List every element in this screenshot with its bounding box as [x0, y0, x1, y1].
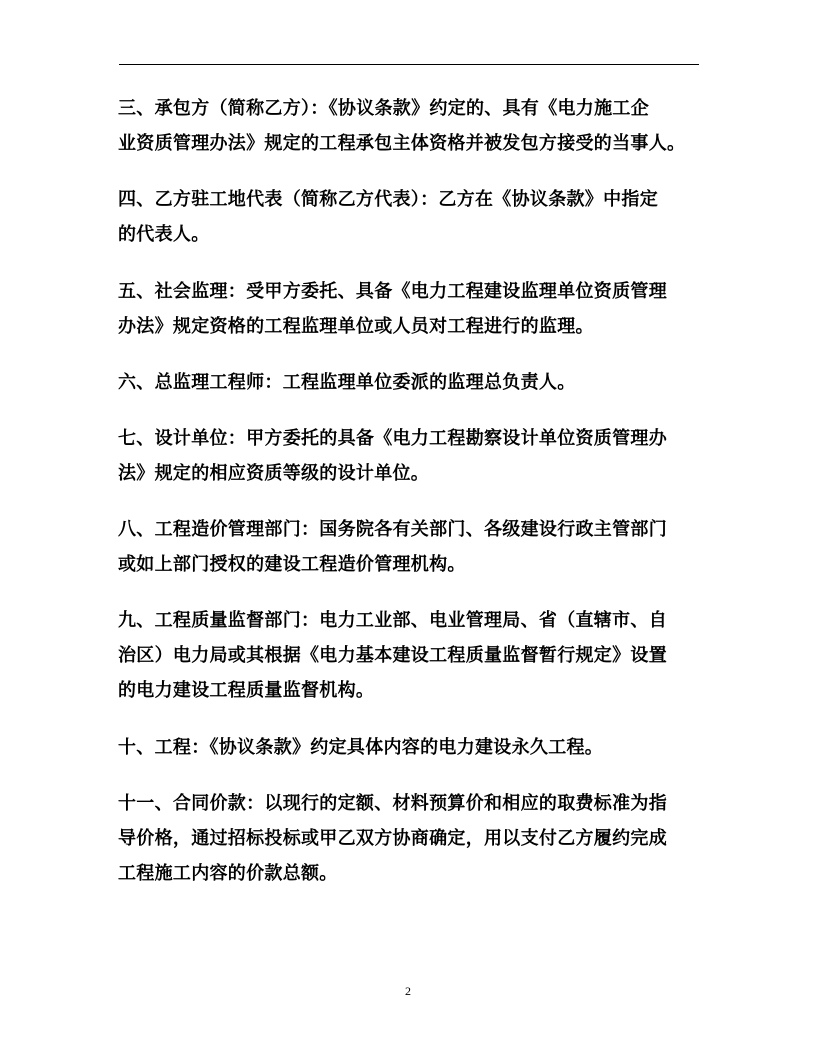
- paragraph-6: [118, 365, 718, 400]
- paragraph-line: 五、社会监理：受甲方委托、具备《电力工程建设监理单位资质管理: [118, 281, 667, 302]
- paragraph-line: 的代表人。: [118, 224, 210, 245]
- paragraph-line: 四、乙方驻工地代表（简称乙方代表）：乙方在《协议条款》中指定: [118, 189, 658, 210]
- paragraph-line: 办法》规定资格的工程监理单位或人员对工程进行的监理。: [118, 316, 594, 337]
- paragraph-line: 工程施工内容的价款总额。: [118, 863, 338, 884]
- paragraph-line: 六、总监理工程师：工程监理单位委派的监理总负责人。: [118, 372, 576, 393]
- paragraph-line: 导价格，通过招标投标或甲乙双方协商确定，用以支付乙方履约完成: [118, 828, 667, 849]
- paragraph-line: 十、工程：《协议条款》约定具体内容的电力建设永久工程。: [118, 737, 604, 758]
- paragraph-line: 三、承包方（简称乙方）：《协议条款》约定的、具有《电力施工企: [118, 98, 649, 119]
- paragraph-8: [118, 512, 718, 582]
- paragraph-line: 九、工程质量监督部门：电力工业部、电业管理局、省（直辖市、自: [118, 610, 667, 631]
- paragraph-line: 七、设计单位：甲方委托的具备《电力工程勘察设计单位资质管理办: [118, 428, 667, 449]
- paragraph-3: [118, 91, 718, 161]
- page-number: 2: [405, 984, 411, 998]
- paragraph-line: 治区）电力局或其根据《电力基本建设工程质量监督暂行规定》设置: [118, 645, 667, 666]
- paragraph-line: 法》规定的相应资质等级的设计单位。: [118, 463, 430, 484]
- paragraph-9: [118, 603, 718, 708]
- paragraph-line: 的电力建设工程质量监督机构。: [118, 680, 375, 701]
- paragraph-5: [118, 274, 718, 344]
- paragraph-line: 或如上部门授权的建设工程造价管理机构。: [118, 554, 466, 575]
- paragraph-11: [118, 786, 718, 891]
- paragraph-line: 十一、合同价款：以现行的定额、材料预算价和相应的取费标准为指: [118, 793, 667, 814]
- paragraph-7: [118, 421, 718, 491]
- paragraph-4: [118, 182, 718, 252]
- paragraph-line: 业资质管理办法》规定的工程承包主体资格并被发包方接受的当事人。: [118, 133, 686, 154]
- paragraph-10: [118, 730, 718, 765]
- paragraph-line: 八、工程造价管理部门：国务院各有关部门、各级建设行政主管部门: [118, 519, 667, 540]
- header-rule: [119, 64, 699, 65]
